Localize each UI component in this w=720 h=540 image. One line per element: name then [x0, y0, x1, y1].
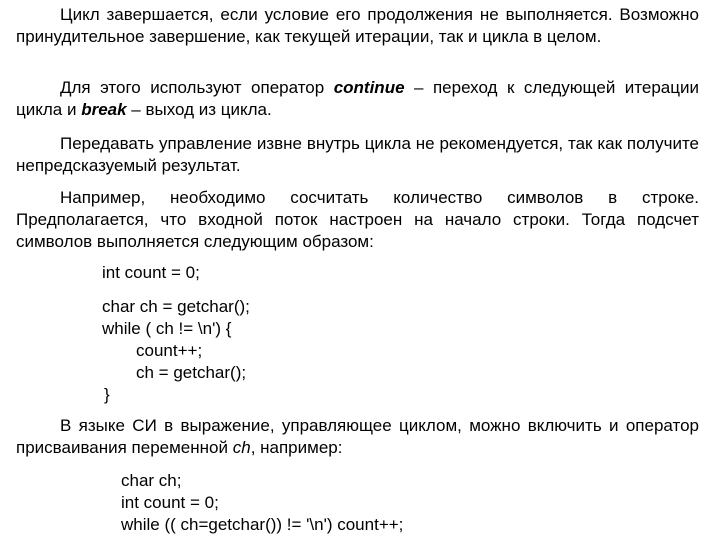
code-line: char ch = getchar(); [102, 297, 250, 316]
paragraph-loop-termination [16, 4, 699, 48]
code-line: while ( ch != \n') { [102, 319, 232, 338]
paragraph-continue-break [16, 77, 699, 121]
paragraph-text: Цикл завершается, если условие его продолжения не выполняется. Возможно принудительное завершение, как текущей итерации, так и цикла в целом. [16, 5, 699, 46]
code-line: ch = getchar(); [136, 363, 247, 382]
keyword-continue: continue [333, 78, 405, 97]
code-line: while (( ch=getchar()) != '\n') count++; [121, 515, 404, 534]
paragraph-example [16, 187, 699, 253]
code-line: count++; [136, 341, 203, 360]
paragraph-text: Передавать управление извне внутрь цикла не рекомендуется, так как получите непредсказуемый результат. [16, 134, 699, 175]
code-line: } [104, 385, 110, 404]
code-line: int count = 0; [102, 263, 200, 282]
paragraph-text: Для этого используют оператор [60, 78, 334, 97]
paragraph-text: , например: [250, 438, 343, 457]
paragraph-text: Например, необходимо сосчитать количество символов в строке. Предполагается, что входной поток настроен на начало строки. Тогда подсчет символов выполняется следующим образом: [16, 188, 699, 251]
code-line: char ch; [121, 471, 182, 490]
code-line: int count = 0; [121, 493, 219, 512]
paragraph-text: В языке СИ в выражение, управляющее циклом, можно включить и оператор присваивания переменной [16, 416, 699, 457]
paragraph-text: – выход из цикла. [126, 100, 272, 119]
variable-ch: ch [232, 438, 251, 457]
paragraph-text: – переход к следующей итерации цикла и [16, 78, 699, 119]
paragraph-assignment [16, 415, 699, 459]
keyword-break: break [81, 100, 127, 119]
paragraph-control-transfer [16, 133, 699, 177]
